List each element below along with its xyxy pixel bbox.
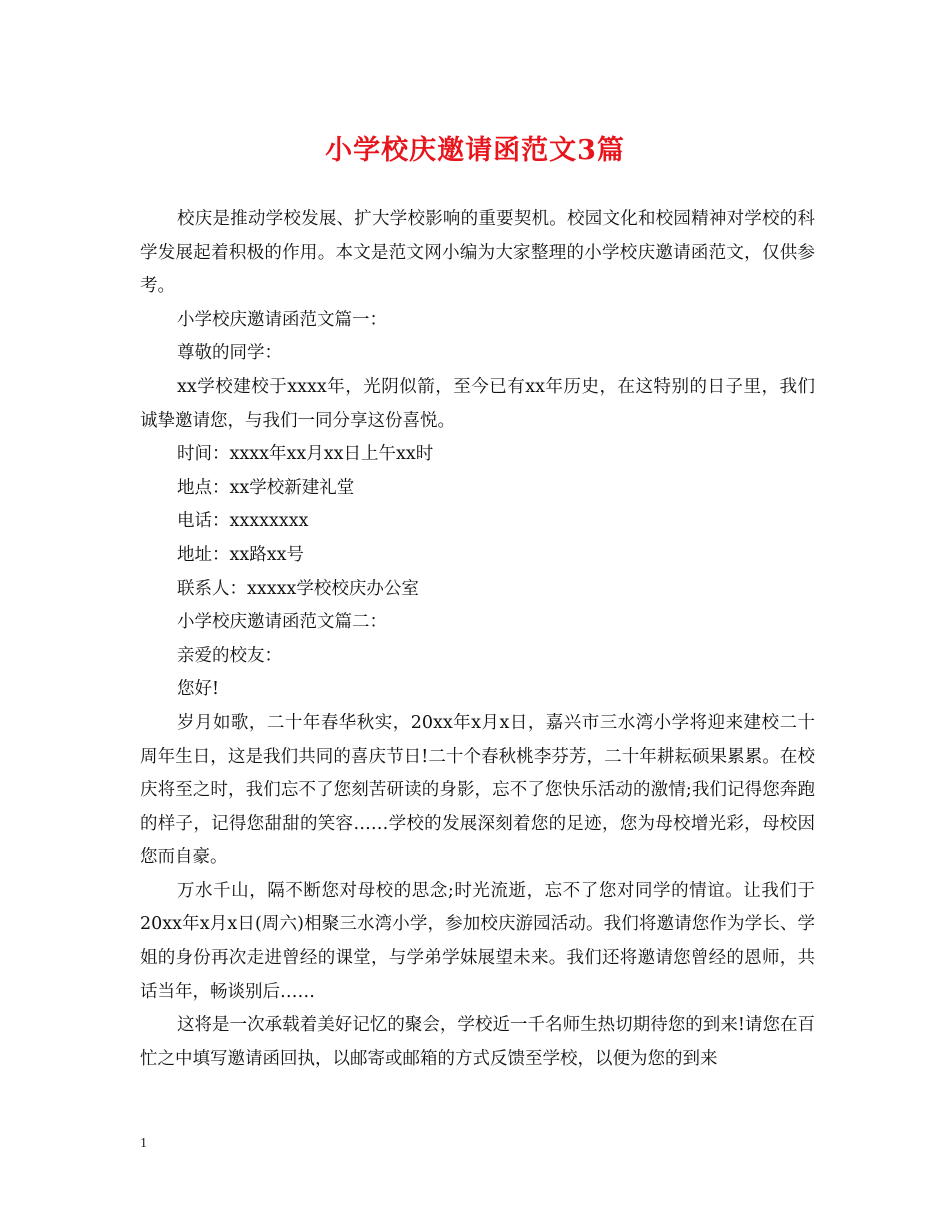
heading-part-one: 小学校庆邀请函范文篇一： — [177, 309, 387, 330]
detail-contact: 联系人：xxxxx学校校庆办公室 — [177, 578, 419, 599]
detail-phone: 电话：xxxxxxxx — [177, 511, 309, 532]
salutation-two: 亲爱的校友： — [177, 645, 282, 666]
paragraph-reunion: 万水千山，隔不断您对母校的思念;时光流逝，忘不了您对同学的情谊。让我们于20xx年x月x日(周六)相聚三水湾小学，参加校庆游园活动。我们将邀请您作为学长、学姐的身份再次走进曾经的课堂，与学弟学妹展望未来。我们还将邀请您曾经的恩师，共话当年，畅谈别后…… — [140, 880, 815, 1002]
document-title: 小学校庆邀请函范文3篇 — [325, 135, 625, 166]
paragraph-anniversary: 岁月如歌，二十年春华秋实，20xx年x月x日，嘉兴市三水湾小学将迎来建校二十周年生日，这是我们共同的喜庆节日!二十个春秋桃李芬芳，二十年耕耘硕果累累。在校庆将至之时，我们忘不了您刻苦研读的身影，忘不了您快乐活动的激情;我们记得您奔跑的样子，记得您甜甜的笑容……学校的发展深刻着您的足迹，您为母校增光彩，母校因您而自豪。 — [140, 712, 815, 868]
paragraph-intro: 校庆是推动学校发展、扩大学校影响的重要契机。校园文化和校园精神对学校的科学发展起着积极的作用。本文是范文网小编为大家整理的小学校庆邀请函范文，仅供参考。 — [140, 209, 815, 297]
paragraph-invite-one: xx学校建校于xxxx年，光阴似箭，至今已有xx年历史，在这特别的日子里，我们诚挚邀请您，与我们一同分享这份喜悦。 — [140, 376, 815, 431]
detail-time: 时间：xxxx年xx月xx日上午xx时 — [177, 444, 434, 465]
detail-location: 地点：xx学校新建礼堂 — [177, 477, 355, 498]
document-body — [140, 203, 815, 1076]
page-number: 1 — [140, 1136, 147, 1151]
salutation-one: 尊敬的同学： — [177, 343, 282, 364]
heading-part-two: 小学校庆邀请函范文篇二： — [177, 612, 387, 633]
detail-address: 地址：xx路xx号 — [177, 544, 304, 565]
paragraph-closing: 这将是一次承载着美好记忆的聚会，学校近一千名师生热切期待您的到来!请您在百忙之中填写邀请函回执，以邮寄或邮箱的方式反馈至学校，以便为您的到来 — [140, 1015, 815, 1069]
greeting: 您好! — [177, 679, 220, 700]
